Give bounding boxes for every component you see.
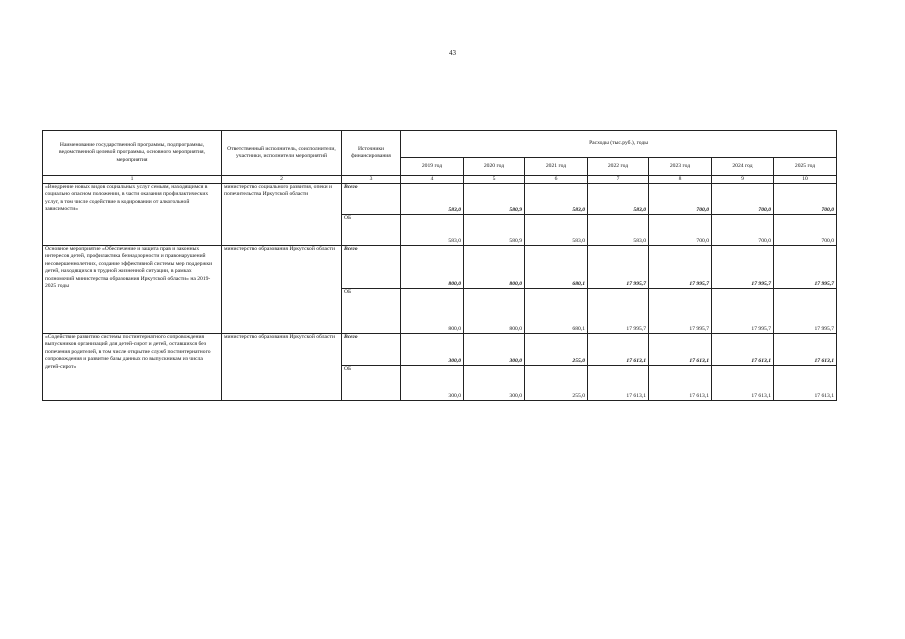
ob-value: 300,0 bbox=[464, 366, 525, 401]
ob-value: 17 995,7 bbox=[712, 289, 774, 334]
total-value: 17 613,1 bbox=[588, 334, 649, 366]
ob-value: 17 995,7 bbox=[649, 289, 712, 334]
column-number: 8 bbox=[649, 176, 712, 184]
source-ob-label: ОБ bbox=[342, 289, 401, 334]
responsible-executor: министерство образования Иркутской области bbox=[222, 334, 342, 401]
total-value: 700,0 bbox=[712, 184, 774, 215]
column-number: 9 bbox=[712, 176, 774, 184]
total-value: 700,0 bbox=[649, 184, 712, 215]
total-value: 800,0 bbox=[401, 246, 464, 289]
ob-value: 255,0 bbox=[525, 366, 588, 401]
header-year: 2019 год bbox=[401, 158, 464, 176]
ob-value: 17 613,1 bbox=[774, 366, 837, 401]
total-value: 583,0 bbox=[401, 184, 464, 215]
total-value: 583,0 bbox=[588, 184, 649, 215]
ob-value: 800,0 bbox=[464, 289, 525, 334]
total-value: 255,0 bbox=[525, 334, 588, 366]
total-value: 17 613,1 bbox=[649, 334, 712, 366]
ob-value: 583,0 bbox=[525, 215, 588, 246]
total-value: 800,0 bbox=[464, 246, 525, 289]
total-value: 300,0 bbox=[401, 334, 464, 366]
column-number: 5 bbox=[464, 176, 525, 184]
ob-value: 680,1 bbox=[525, 289, 588, 334]
table-row-total bbox=[43, 334, 837, 366]
column-number: 7 bbox=[588, 176, 649, 184]
header-responsible: Ответственный исполнитель, соисполнители, участники, исполнители мероприятий bbox=[222, 131, 342, 176]
total-value: 17 995,7 bbox=[712, 246, 774, 289]
header-year: 2023 год bbox=[649, 158, 712, 176]
header-year: 2024 год bbox=[712, 158, 774, 176]
header-year: 2025 год bbox=[774, 158, 837, 176]
ob-value: 700,0 bbox=[649, 215, 712, 246]
ob-value: 583,0 bbox=[401, 215, 464, 246]
ob-value: 580,9 bbox=[464, 215, 525, 246]
column-number: 1 bbox=[43, 176, 222, 184]
header-row bbox=[43, 131, 837, 158]
ob-value: 300,0 bbox=[401, 366, 464, 401]
ob-value: 17 613,1 bbox=[588, 366, 649, 401]
total-value: 580,9 bbox=[464, 184, 525, 215]
activity-name: «Внедрение новых видов социальных услуг семьям, находящимся в социально опасном положении, в части оказания профилактических услуг, в том числе содействие в кодировании от алкогольной зависимости» bbox=[43, 184, 222, 246]
ob-value: 17 995,7 bbox=[774, 289, 837, 334]
table-row-total bbox=[43, 184, 837, 215]
budget-table bbox=[42, 130, 837, 401]
total-value: 17 995,7 bbox=[774, 246, 837, 289]
header-year: 2021 год bbox=[525, 158, 588, 176]
ob-value: 583,0 bbox=[588, 215, 649, 246]
total-value: 583,0 bbox=[525, 184, 588, 215]
source-total-label: Всего bbox=[342, 334, 401, 366]
column-number: 6 bbox=[525, 176, 588, 184]
source-total-label: Всего bbox=[342, 184, 401, 215]
ob-value: 17 613,1 bbox=[649, 366, 712, 401]
ob-value: 700,0 bbox=[774, 215, 837, 246]
ob-value: 17 995,7 bbox=[588, 289, 649, 334]
column-number: 3 bbox=[342, 176, 401, 184]
page-number: 43 bbox=[449, 49, 456, 57]
header-year: 2020 год bbox=[464, 158, 525, 176]
total-value: 17 995,7 bbox=[649, 246, 712, 289]
header-source: Источники финансирования bbox=[342, 131, 401, 176]
activity-name: «Содействие развитию системы постинтернатного сопровождения выпускников организаций для детей-сирот и детей, оставшихся без попечения родителей, в том числе открытие служб постинтернатного сопровождения и развитие базы данных по выпускникам из числа детей-сирот» bbox=[43, 334, 222, 401]
source-ob-label: ОБ bbox=[342, 215, 401, 246]
activity-name: Основное мероприятие «Обеспечение и защита прав и законных интересов детей, профилактика безнадзорности и правонарушений несовершеннолетних, создание эффективной системы мер поддержки детей, находящихся в трудной жизненной ситуации, в рамках полномочий министерства образования Иркутской области» на 2019-2025 годы bbox=[43, 246, 222, 334]
table-body bbox=[43, 184, 837, 401]
total-value: 17 995,7 bbox=[588, 246, 649, 289]
column-number: 10 bbox=[774, 176, 837, 184]
header-expenses: Расходы (тыс.руб.), годы bbox=[401, 131, 837, 158]
ob-value: 800,0 bbox=[401, 289, 464, 334]
table-row-total bbox=[43, 246, 837, 289]
column-number: 2 bbox=[222, 176, 342, 184]
table-header bbox=[43, 131, 837, 184]
responsible-executor: министерство социального развития, опеки и попечительства Иркутской области bbox=[222, 184, 342, 246]
header-name: Наименование государственной программы, подпрограммы, ведомственной целевой программы, основного мероприятия, мероприятия bbox=[43, 131, 222, 176]
source-ob-label: ОБ bbox=[342, 366, 401, 401]
column-number: 4 bbox=[401, 176, 464, 184]
total-value: 17 613,1 bbox=[712, 334, 774, 366]
total-value: 700,0 bbox=[774, 184, 837, 215]
total-value: 17 613,1 bbox=[774, 334, 837, 366]
total-value: 300,0 bbox=[464, 334, 525, 366]
source-total-label: Всего bbox=[342, 246, 401, 289]
responsible-executor: министерство образования Иркутской области bbox=[222, 246, 342, 334]
ob-value: 17 613,1 bbox=[712, 366, 774, 401]
ob-value: 700,0 bbox=[712, 215, 774, 246]
column-number-row bbox=[43, 176, 837, 184]
total-value: 680,1 bbox=[525, 246, 588, 289]
header-year: 2022 год bbox=[588, 158, 649, 176]
